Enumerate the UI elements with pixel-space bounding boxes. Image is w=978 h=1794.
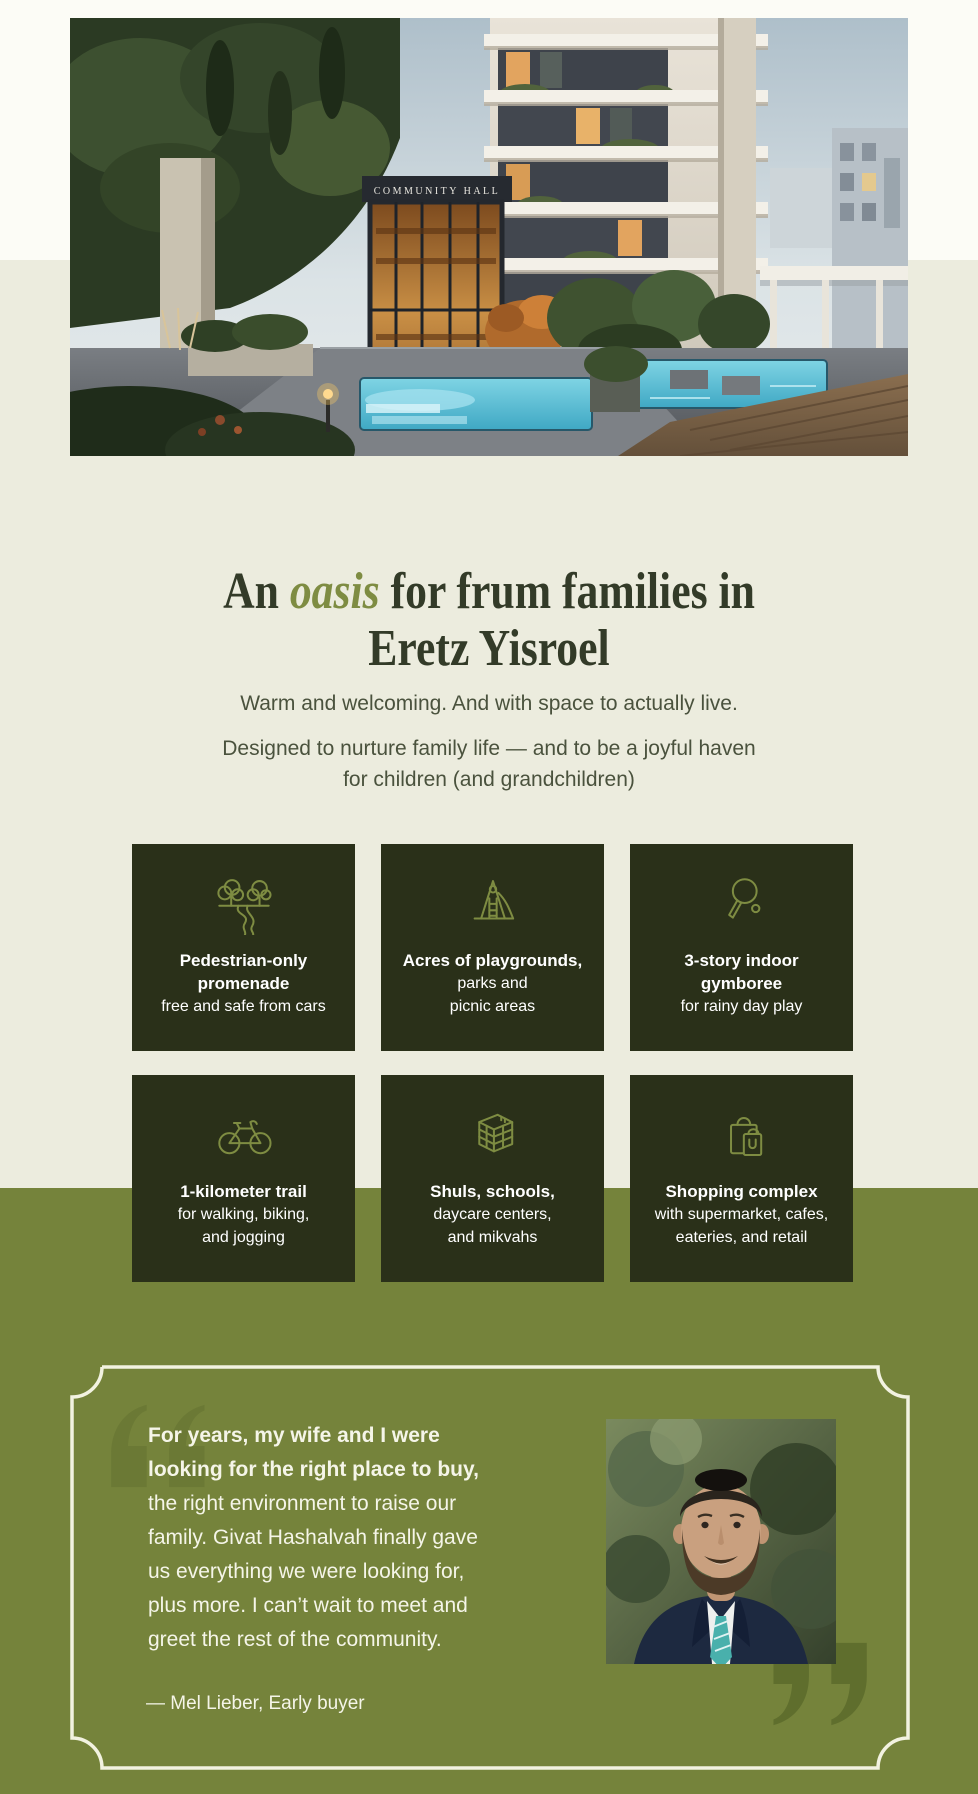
feature-text: [430, 1180, 555, 1249]
page-title: [78, 563, 900, 677]
feature-subtitle: for rainy day play: [680, 998, 803, 1015]
buyer-photo: [606, 1419, 836, 1664]
page-title-line2: Eretz Yisroel: [368, 619, 610, 677]
feature-text: [161, 949, 326, 1018]
feature-grid: [132, 844, 853, 1282]
intro-line: Warm and welcoming. And with space to actually live.: [240, 692, 738, 715]
feature-text: [403, 949, 582, 1018]
feature-title: Pedestrian-only promenade: [179, 951, 308, 993]
feature-subtitle: daycare centers, and mikvahs: [433, 1206, 552, 1246]
trees-path-icon: [211, 871, 277, 935]
feature-text: [655, 1180, 828, 1249]
feature-subtitle: free and safe from cars: [161, 998, 326, 1015]
page-title-line1: An oasis for frum families in: [223, 562, 755, 620]
quote-bold-part: For years, my wife and I were looking for the right place to buy,: [148, 1424, 479, 1481]
hero-render-illustration: [70, 18, 908, 456]
feature-title: Acres of playgrounds,: [402, 951, 583, 970]
testimonial-attribution: — Mel Lieber, Early buyer: [146, 1693, 365, 1714]
feature-card-shopping: [630, 1075, 853, 1282]
shuls-blocks-icon: [460, 1102, 526, 1166]
feature-card-gymboree: [630, 844, 853, 1051]
ping-pong-icon: [709, 871, 775, 935]
intro-paragraph: Designed to nurture family life — and to be a joyful haven for children (and grandchildren): [222, 737, 756, 791]
playground-icon: [460, 871, 526, 935]
feature-subtitle: parks and picnic areas: [449, 975, 536, 1015]
feature-title: 1-kilometer trail: [180, 1182, 307, 1201]
testimonial-section: [72, 1367, 908, 1768]
feature-subtitle: for walking, biking, and jogging: [177, 1206, 310, 1246]
feature-card-playgrounds: [381, 844, 604, 1051]
community-hall-sign: COMMUNITY HALL: [373, 186, 501, 197]
quote-body-part: the right environment to raise our family. Givat Hashalvah finally gave us everything we were looking for, plus more. I can’t wait to meet and greet the rest of the community.: [148, 1492, 478, 1651]
feature-title: 3-story indoor gymboree: [684, 951, 799, 993]
feature-card-trail: [132, 1075, 355, 1282]
feature-text: [681, 949, 803, 1018]
highlight-word: oasis: [289, 562, 380, 620]
hero-image: [70, 18, 908, 456]
bicycle-icon: [211, 1102, 277, 1166]
feature-subtitle: with supermarket, cafes, eateries, and retail: [654, 1206, 829, 1246]
testimonial-quote: [148, 1419, 568, 1657]
feature-card-promenade: [132, 844, 355, 1051]
shopping-bag-icon: [709, 1102, 775, 1166]
feature-title: Shopping complex: [665, 1182, 818, 1201]
feature-card-shuls: [381, 1075, 604, 1282]
feature-text: [178, 1180, 310, 1249]
feature-title: Shuls, schools,: [430, 1182, 555, 1201]
